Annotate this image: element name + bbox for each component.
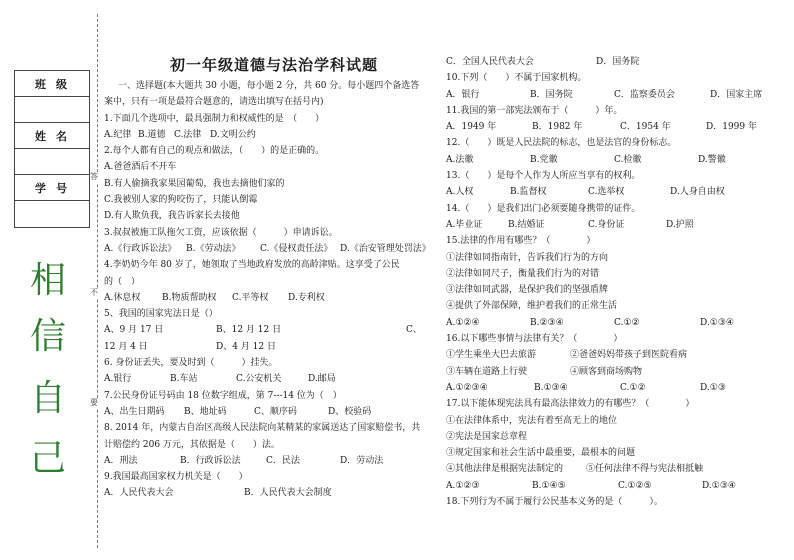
option[interactable]: D、校验码 — [328, 406, 372, 417]
option[interactable]: D.①③④ — [700, 317, 734, 328]
option[interactable]: C、顺序码 — [254, 406, 297, 417]
question-9: 9.我国最高国家权力机关是（ ） — [104, 472, 248, 483]
question-9-options — [104, 485, 432, 501]
student-id-label: 学号 — [15, 175, 89, 201]
question-12: 12.（ ）既是人民法院的标志，也是法官的身份标志。 — [446, 138, 677, 149]
question-13: 13.（ ）是每个人作为人所应当享有的权利。 — [446, 171, 641, 182]
option[interactable]: A．人民代表大会 — [104, 488, 174, 499]
option[interactable]: C.检徽 — [614, 154, 642, 165]
question-4: 4.李奶奶今年 80 岁了，她领取了当地政府发放的高龄津贴。这享受了公民 — [104, 260, 400, 271]
statement: ②宪法是国家总章程 — [446, 431, 528, 442]
question-15: 15.法律的作用有哪些？（ ） — [446, 236, 596, 247]
option[interactable]: C．监察委员会 — [614, 89, 675, 100]
option[interactable]: B.有人偷摘我家果园葡萄，我也去摘他们家的 — [104, 178, 285, 189]
option[interactable]: D.专利权 — [288, 292, 325, 303]
option[interactable]: A、9 月 17 日 — [104, 325, 164, 336]
option[interactable]: D.邮局 — [308, 374, 336, 385]
question-10-options — [446, 87, 786, 103]
option[interactable]: C.《侵权责任法》 — [260, 243, 333, 254]
option[interactable]: D．国务院 — [596, 57, 640, 67]
question-12-options — [446, 152, 786, 168]
student-id-field[interactable] — [15, 201, 89, 227]
option[interactable]: D．国家主席 — [710, 89, 763, 100]
option[interactable]: A．1949 年 — [446, 122, 497, 133]
question-10: 10.下列（ ）不属于国家机构。 — [446, 73, 587, 84]
option[interactable]: D、4 月 12 日 — [216, 341, 276, 352]
option[interactable]: C.法律 — [174, 129, 202, 140]
statement: ①在法律体系中，宪法有着至高无上的地位 — [446, 415, 618, 426]
option[interactable]: A.法徽 — [446, 154, 474, 165]
question-3-options — [104, 241, 432, 257]
question-16-statements — [446, 347, 786, 363]
option[interactable]: C.我被别人家的狗咬伤了，只能认倒霉 — [104, 195, 258, 206]
question-7: 7.公民身份证号码由 18 位数字组成，第 7---14 位为（ ） — [104, 390, 342, 401]
option[interactable]: B、12 月 12 日 — [216, 325, 282, 336]
question-5-options — [104, 322, 432, 338]
question-15-options — [446, 315, 786, 331]
question-18: 18.下列行为不属于履行公民基本义务的是（ ）。 — [446, 497, 663, 508]
option[interactable]: B.车站 — [170, 374, 198, 385]
exam-title: 初一年级道德与法治学科试题 — [169, 56, 378, 74]
option[interactable]: B.道德 — [138, 129, 166, 140]
motto-char-3: 自 — [29, 378, 66, 419]
option[interactable]: A．刑法 — [104, 455, 138, 466]
option[interactable]: C．民法 — [266, 455, 300, 466]
motto-char-1: 相 — [29, 260, 66, 301]
option[interactable]: C.①②⑤ — [618, 480, 652, 491]
question-1-options — [104, 127, 432, 143]
statement: ⑤任何法律不得与宪法相抵触 — [586, 464, 704, 475]
question-6-options — [104, 371, 432, 387]
statement: ①学生乘坐大巴去旅游 — [446, 350, 537, 361]
option[interactable]: C．全国人民代表大会 — [446, 57, 534, 67]
option[interactable]: D.《治安管理处罚法》 — [340, 243, 431, 254]
option[interactable]: C.①② — [620, 382, 646, 393]
option[interactable]: A.休息权 — [104, 292, 141, 303]
option[interactable]: D.有人欺负我，我告诉家长去接他 — [104, 211, 240, 222]
option[interactable]: D.护照 — [666, 219, 694, 230]
option[interactable]: B．行政诉讼法 — [180, 455, 241, 466]
question-16-options — [446, 380, 786, 396]
option[interactable]: B.②③④ — [530, 317, 564, 328]
option[interactable]: A.人权 — [446, 187, 474, 198]
question-4-cont: 的（ ） — [104, 276, 141, 287]
binding-char-3: 要 — [90, 398, 98, 407]
question-8: 8. 2014 年，内蒙古自治区高级人民法院向某精某的家属送达了国家赔偿书，共 — [104, 423, 421, 434]
option[interactable]: B.监督权 — [510, 187, 547, 198]
question-7-options — [104, 404, 432, 420]
option[interactable]: A.《行政诉讼法》 — [104, 243, 177, 254]
binding-line — [97, 14, 98, 548]
question-14: 14.（ ）是我们出门必须要随身携带的证件。 — [446, 203, 641, 214]
statement: ①法律如同指南针，告诉我们行为的方向 — [446, 252, 609, 263]
option[interactable]: 12 月 4 日 — [104, 341, 148, 352]
question-17-options — [446, 478, 786, 494]
option[interactable]: D.警徽 — [698, 154, 726, 165]
option[interactable]: C、 — [406, 325, 422, 336]
option[interactable]: C.①② — [614, 317, 640, 328]
section-intro: 一、选择题(本大题共 30 小题，每小题 2 分，共 60 分。每小题四个备选答 — [118, 81, 420, 91]
motto-char-2: 信 — [29, 316, 66, 357]
name-field[interactable] — [15, 149, 89, 175]
option[interactable]: A.纪律 — [104, 129, 132, 140]
option[interactable]: B.物质帮助权 — [162, 292, 217, 303]
question-17: 17.以下能体现宪法具有最高法律效力的有哪些？（ ） — [446, 399, 695, 410]
question-14-options — [446, 217, 786, 233]
option[interactable]: A.①②③④ — [446, 382, 488, 393]
statement: ②爸爸妈妈带孩子到医院看病 — [570, 350, 688, 361]
option[interactable]: B、地址码 — [184, 406, 227, 417]
right-column — [446, 54, 786, 510]
question-2: 2.每个人都有自己的观点和做法，（ ）的是正确的。 — [104, 146, 325, 157]
question-17-statements — [446, 461, 786, 477]
option[interactable]: B．人民代表大会制度 — [244, 488, 332, 499]
option[interactable]: A.①②④ — [446, 317, 480, 328]
class-field[interactable] — [15, 97, 89, 123]
option[interactable]: A.①②③ — [446, 480, 480, 491]
question-5-options-cont — [104, 339, 432, 355]
question-8-cont: 计赔偿约 206 万元，其依据是（ ）法。 — [104, 439, 280, 450]
option[interactable]: D.文明公约 — [210, 129, 256, 140]
option[interactable]: B.《劳动法》 — [186, 243, 241, 254]
question-11-options — [446, 119, 786, 135]
statement: ④提供了外部保障，维护着我们的正常生活 — [446, 301, 618, 312]
class-label: 班级 — [15, 71, 89, 97]
question-11: 11.我国的第一部宪法颁布于（ ）年。 — [446, 105, 623, 116]
option[interactable]: C.选举权 — [588, 187, 625, 198]
binding-char-2: 不 — [90, 288, 98, 297]
binding-char-1: 答 — [90, 172, 98, 181]
option[interactable]: B.①④⑤ — [532, 480, 566, 491]
statement: ④顾客到商场购物 — [570, 366, 643, 377]
option[interactable]: B.结婚证 — [508, 219, 545, 230]
option[interactable]: C.平等权 — [232, 292, 269, 303]
statement: ③规定国家和社会生活中最重要，最根本的问题 — [446, 448, 636, 459]
question-1: 1.下面几个选项中，最具强制力和权威性的是 （ ） — [104, 113, 325, 124]
option[interactable]: B．1982 年 — [532, 122, 583, 133]
section-intro-cont: 案中，只有一项是最符合题意的，请选出填写在括号内) — [104, 97, 324, 108]
question-9-options-cont — [446, 54, 786, 70]
option[interactable]: C．1954 年 — [620, 122, 671, 133]
option[interactable]: A.毕业证 — [446, 219, 483, 230]
option[interactable]: A、出生日期码 — [104, 406, 165, 417]
option[interactable]: D.人身自由权 — [670, 187, 725, 198]
statement: ③法律如同武器，是保护我们的坚强盾牌 — [446, 285, 609, 296]
option[interactable]: A.爸爸酒后不开车 — [104, 162, 177, 173]
statement: ③车辆在道路上行驶 — [446, 366, 528, 377]
question-6: 6. 身份证丢失，要及时到（ ）挂失。 — [104, 358, 278, 369]
question-4-options — [104, 290, 432, 306]
option[interactable]: D．劳动法 — [340, 455, 384, 466]
question-13-options — [446, 184, 786, 200]
question-16-statements-cont — [446, 364, 786, 380]
statement: ④其他法律是根据宪法制定的 — [446, 464, 564, 475]
option[interactable]: C.身份证 — [588, 219, 625, 230]
option[interactable]: A.银行 — [104, 374, 132, 385]
question-16: 16.以下哪些事情与法律有关？（ ） — [446, 334, 623, 345]
student-info-table — [14, 70, 90, 228]
option[interactable]: B.①③④ — [534, 382, 568, 393]
question-5: 5、我国的国家宪法日是（） — [104, 309, 218, 320]
option[interactable]: B.党徽 — [530, 154, 558, 165]
option[interactable]: C.公安机关 — [236, 374, 282, 385]
option[interactable]: A．银行 — [446, 89, 480, 100]
name-label: 姓名 — [15, 123, 89, 149]
statement: ②法律如同尺子，衡量我们行为的对错 — [446, 268, 600, 279]
left-column — [104, 78, 432, 502]
option[interactable]: D.①③ — [700, 382, 726, 393]
motto-char-4: 己 — [29, 438, 66, 479]
option[interactable]: D.①③④ — [702, 480, 736, 491]
option[interactable]: B．国务院 — [530, 89, 573, 100]
question-8-options — [104, 453, 432, 469]
question-3: 3.叔叔被施工队拖欠工资，应该依据（ ）申请诉讼。 — [104, 227, 338, 238]
option[interactable]: D．1999 年 — [706, 122, 757, 133]
